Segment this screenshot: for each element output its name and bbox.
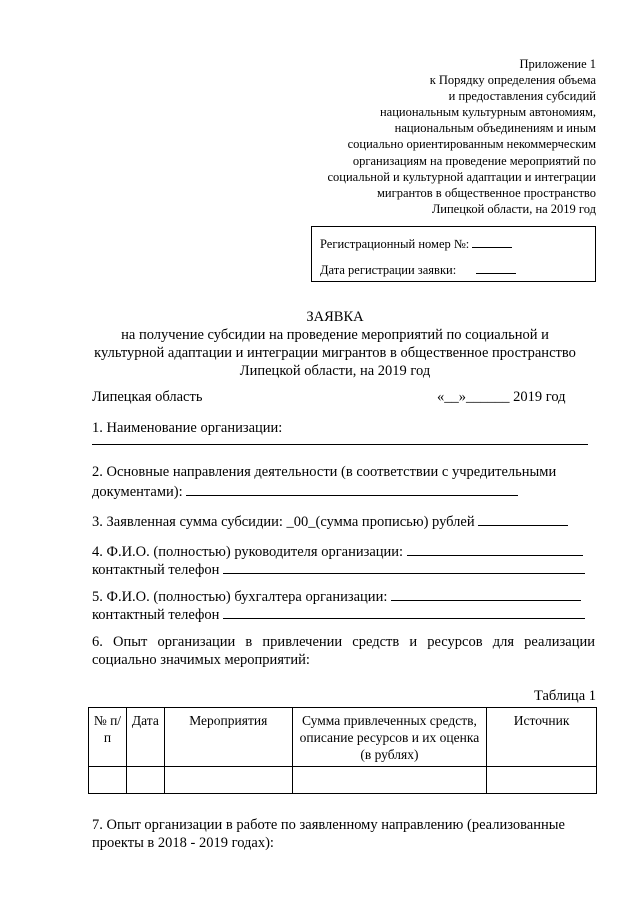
appendix-line: Приложение 1 [519, 57, 596, 71]
date-text: «__»______ 2019 год [437, 389, 566, 405]
title-line: на получение субсидии на проведение мероприятий по социальной и [121, 327, 549, 343]
appendix-line: к Порядку определения объема [429, 73, 596, 88]
appendix-line: Липецкой области, на 2019 год [431, 201, 596, 216]
registration-date-label: Дата регистрации заявки: [320, 263, 457, 277]
item-4-phone [92, 559, 592, 579]
director-name-field[interactable] [407, 541, 583, 556]
document-title [70, 308, 600, 380]
column-header-source: Источник [487, 708, 597, 767]
column-header-amount: Сумма привлеченных средств, описание ресурсов и их оценка (в рублях) [292, 708, 487, 767]
column-header-date: Дата [126, 708, 164, 767]
appendix-line: организациям на проведение мероприятий по [352, 153, 596, 168]
item-5 [92, 586, 592, 606]
director-name-label: 4. Ф.И.О. (полностью) руководителя организации: [92, 544, 404, 560]
table-cell-amount[interactable] [292, 767, 487, 794]
accountant-phone-label: контактный телефон [92, 607, 220, 623]
title-line: культурной адаптации и интеграции мигрантов в общественное пространство [94, 345, 576, 361]
appendix-line: социальной и культурной адаптации и интеграции [327, 169, 596, 184]
activity-directions-label: 2. Основные направления деятельности (в соответствии с учредительными [92, 464, 557, 480]
table-cell-date[interactable] [126, 767, 164, 794]
item-5-phone [92, 604, 592, 624]
appendix-line: национальным культурным автономиям, [379, 105, 596, 120]
place-date-row [92, 388, 592, 406]
activity-directions-label-2: документами): [92, 484, 183, 500]
item-2-line-2 [92, 481, 592, 501]
activity-directions-field[interactable] [186, 481, 518, 496]
registration-number-field[interactable] [472, 235, 512, 248]
item-6-line-2 [92, 651, 592, 669]
table-row [89, 767, 597, 794]
accountant-name-field[interactable] [391, 586, 581, 601]
table-cell-number[interactable] [89, 767, 127, 794]
director-phone-field[interactable] [223, 559, 585, 574]
organization-name-label: 1. Наименование организации: [92, 420, 283, 436]
appendix-line: национальным объединениям и иным [394, 121, 596, 136]
table-1 [88, 707, 597, 794]
experience-direction-label: 7. Опыт организации в работе по заявленному направлению (реализованные [92, 817, 565, 833]
director-phone-label: контактный телефон [92, 562, 220, 578]
appendix-line: и предоставления субсидий [448, 89, 596, 104]
experience-resources-label: 6. Опыт организации в привлечении средств и ресурсов для реализации [92, 634, 595, 650]
table-header-row [89, 708, 597, 767]
column-header-number: № п/п [89, 708, 127, 767]
item-7 [92, 816, 592, 834]
organization-name-field[interactable] [92, 430, 592, 444]
accountant-name-label: 5. Ф.И.О. (полностью) бухгалтера организации: [92, 589, 388, 605]
title-line: Липецкой области, на 2019 год [239, 363, 431, 379]
item-2 [92, 463, 592, 481]
registration-number-label: Регистрационный номер №: [320, 237, 470, 251]
accountant-phone-field[interactable] [223, 604, 585, 619]
experience-direction-label-2: проекты в 2018 - 2019 годах): [92, 835, 274, 851]
item-7-line-2 [92, 834, 592, 852]
item-6 [92, 633, 595, 651]
table-cell-events[interactable] [164, 767, 292, 794]
table-caption: Таблица 1 [533, 688, 596, 704]
experience-resources-label-2: социально значимых мероприятий: [92, 652, 310, 668]
table-cell-source[interactable] [487, 767, 597, 794]
appendix-line: социально ориентированным некоммерческим [347, 137, 596, 152]
subsidy-amount-field[interactable] [478, 511, 568, 526]
organization-name-underline [92, 430, 588, 445]
appendix-line: мигрантов в общественное пространство [377, 185, 596, 200]
item-4 [92, 541, 592, 561]
subsidy-amount-label: 3. Заявленная сумма субсидии: _00_(сумма прописью) рублей [92, 514, 475, 530]
registration-date-field[interactable] [476, 261, 516, 274]
column-header-events: Мероприятия [164, 708, 292, 767]
item-3 [92, 511, 592, 531]
appendix-header [276, 56, 596, 217]
place-text: Липецкая область [92, 389, 203, 405]
registration-box [311, 226, 596, 282]
document-heading: ЗАЯВКА [306, 309, 364, 325]
